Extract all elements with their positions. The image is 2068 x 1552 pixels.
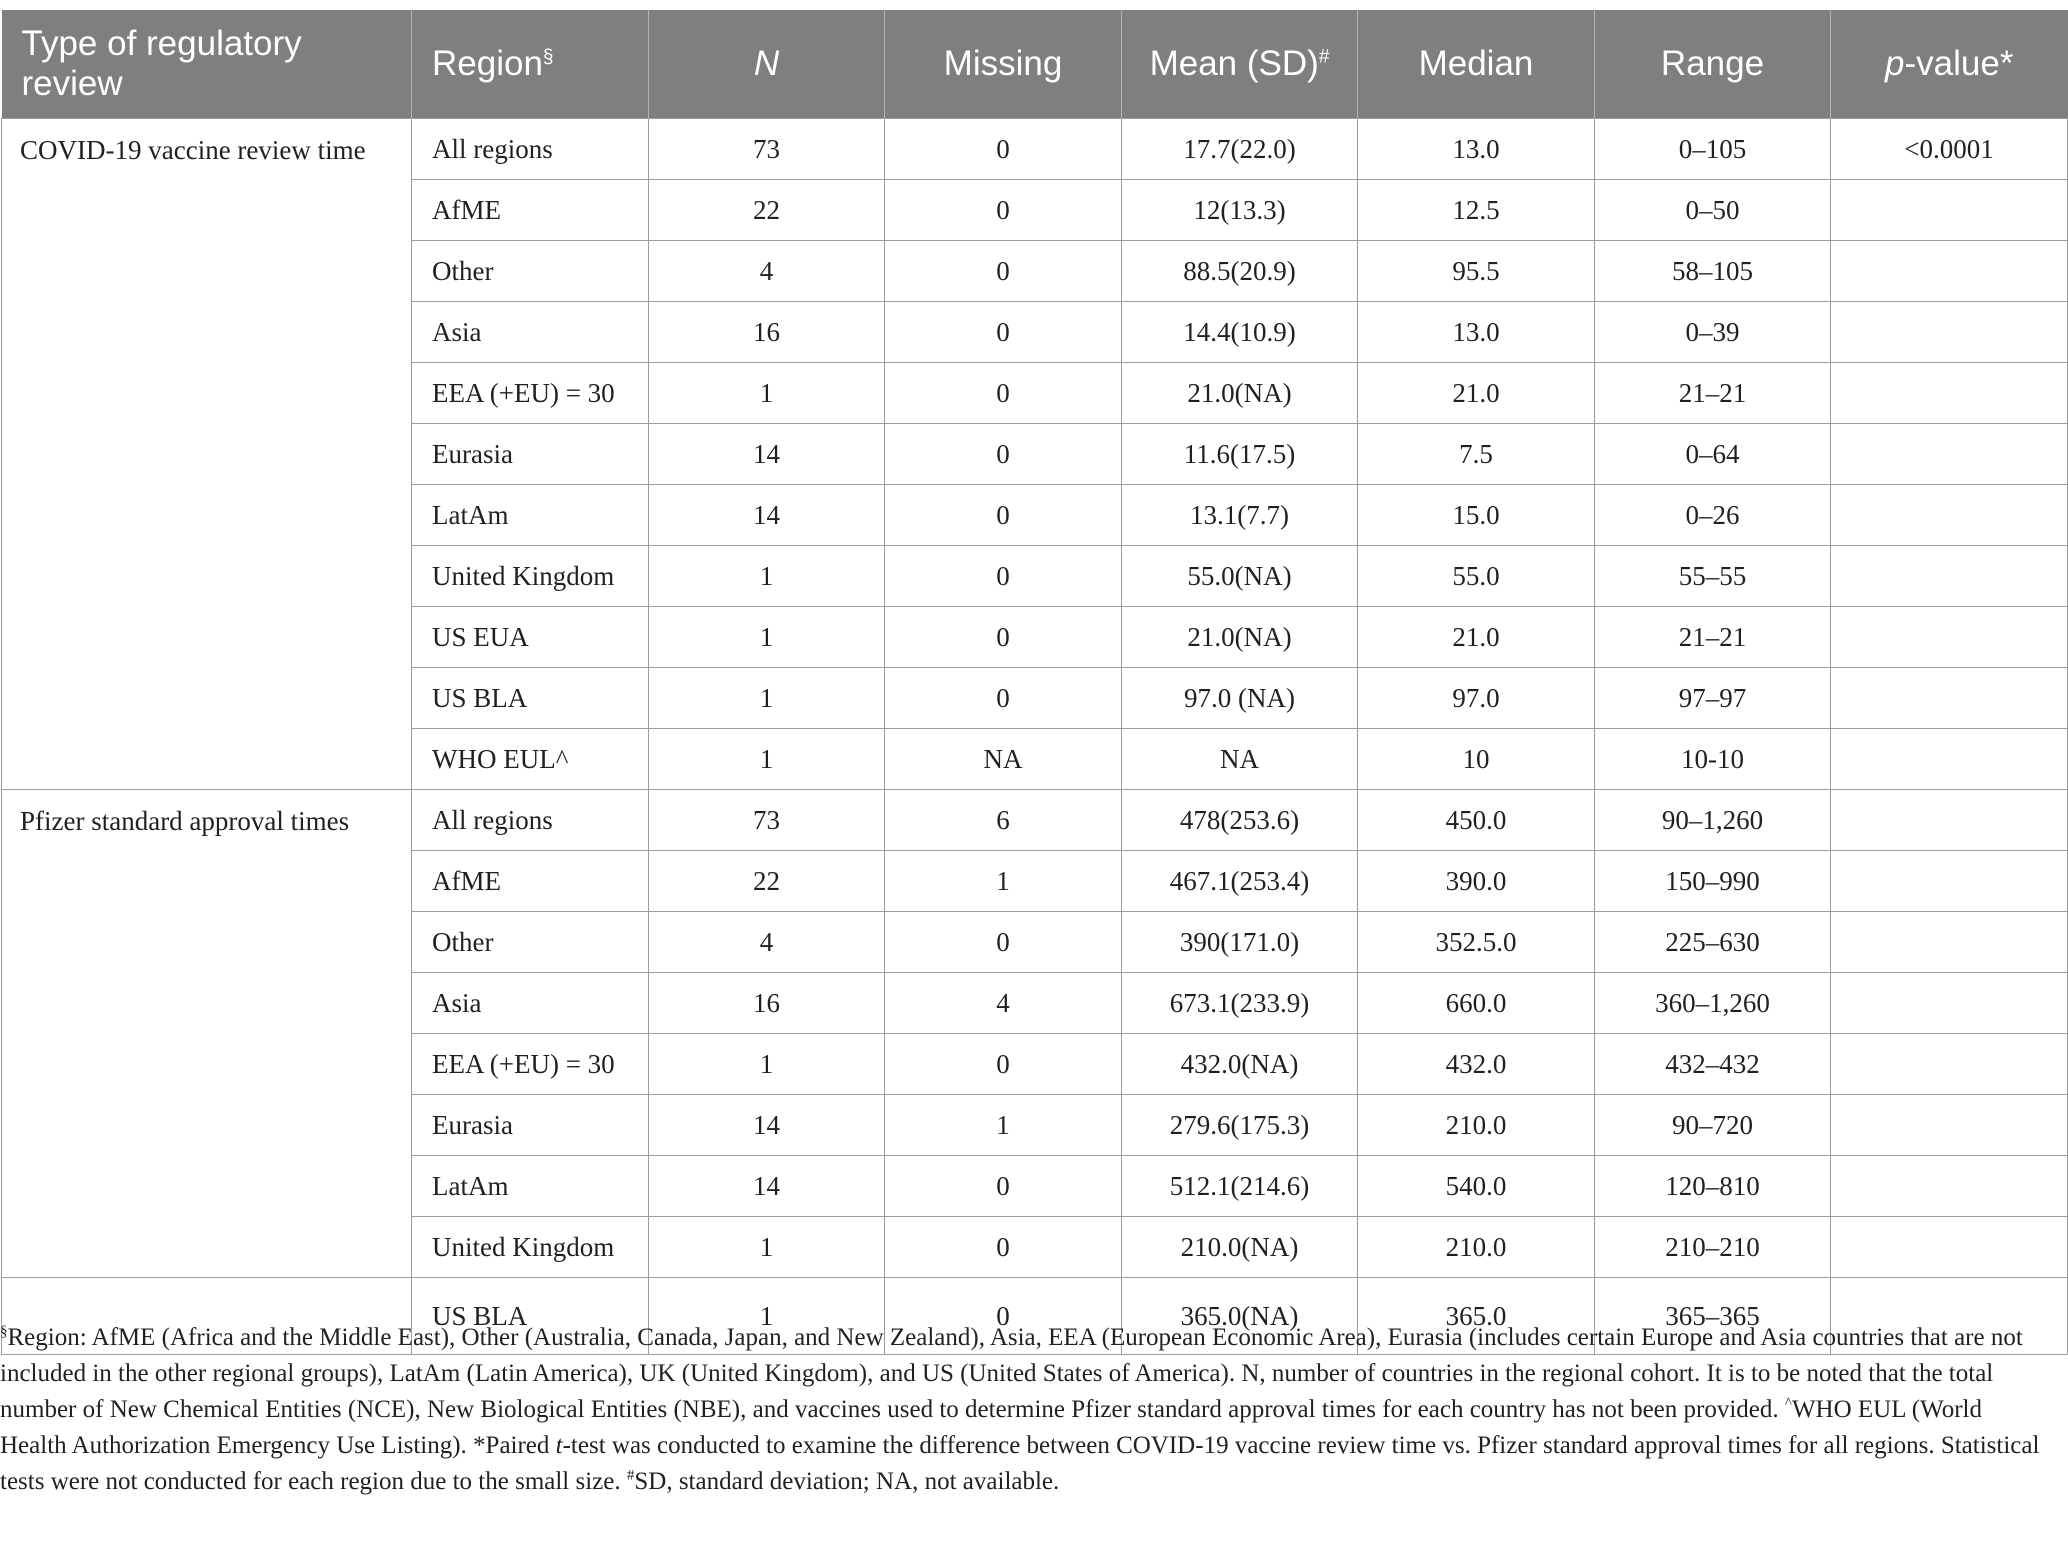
range-cell: 225–630 xyxy=(1595,912,1831,973)
footnote-sd-text: SD, standard deviation; NA, not available. xyxy=(634,1468,1060,1495)
mean-cell: 55.0(NA) xyxy=(1122,546,1358,607)
range-cell: 210–210 xyxy=(1595,1217,1831,1278)
region-cell: WHO EUL^ xyxy=(412,729,649,790)
header-median xyxy=(1358,10,1595,119)
region-cell: EEA (+EU) = 30 xyxy=(412,363,649,424)
range-cell: 120–810 xyxy=(1595,1156,1831,1217)
table-body xyxy=(2,119,2068,1355)
review-type-cell: Pfizer standard approval times xyxy=(2,790,412,1278)
range-cell: 55–55 xyxy=(1595,546,1831,607)
header-missing xyxy=(885,10,1122,119)
mean-cell: 14.4(10.9) xyxy=(1122,302,1358,363)
mean-cell: 12(13.3) xyxy=(1122,180,1358,241)
p-cell xyxy=(1831,912,2068,973)
median-cell: 432.0 xyxy=(1358,1034,1595,1095)
missing-cell: 0 xyxy=(885,363,1122,424)
header-mean-sd xyxy=(1122,10,1358,119)
range-cell: 90–1,260 xyxy=(1595,790,1831,851)
missing-cell: 0 xyxy=(885,1156,1122,1217)
mean-cell: 467.1(253.4) xyxy=(1122,851,1358,912)
missing-cell: 0 xyxy=(885,424,1122,485)
mean-cell: 365.0(NA) xyxy=(1122,1278,1358,1355)
median-cell: 660.0 xyxy=(1358,973,1595,1034)
p-cell: <0.0001 xyxy=(1831,119,2068,180)
header-n-label: N xyxy=(753,44,780,83)
region-cell: AfME xyxy=(412,180,649,241)
mean-cell: 478(253.6) xyxy=(1122,790,1358,851)
region-cell: AfME xyxy=(412,851,649,912)
missing-cell: NA xyxy=(885,729,1122,790)
table-footnote xyxy=(0,1320,2052,1500)
n-cell: 22 xyxy=(649,180,885,241)
p-cell xyxy=(1831,973,2068,1034)
missing-cell: 0 xyxy=(885,180,1122,241)
footnote-test-text: -test was conducted to examine the difference between COVID-19 vaccine review time vs. Pfizer standard approval times for all regions. Statistical tests were not conducted for each region due to the small size. xyxy=(0,1432,2040,1495)
median-cell: 55.0 xyxy=(1358,546,1595,607)
mean-cell: 88.5(20.9) xyxy=(1122,241,1358,302)
region-cell: Other xyxy=(412,912,649,973)
region-cell: Eurasia xyxy=(412,424,649,485)
region-cell: All regions xyxy=(412,790,649,851)
n-cell: 14 xyxy=(649,1095,885,1156)
missing-cell: 6 xyxy=(885,790,1122,851)
n-cell: 1 xyxy=(649,668,885,729)
range-cell: 21–21 xyxy=(1595,363,1831,424)
p-cell xyxy=(1831,180,2068,241)
n-cell: 14 xyxy=(649,424,885,485)
range-cell: 58–105 xyxy=(1595,241,1831,302)
missing-cell: 0 xyxy=(885,1278,1122,1355)
header-type-of-review xyxy=(2,10,412,119)
median-cell: 365.0 xyxy=(1358,1278,1595,1355)
n-cell: 16 xyxy=(649,302,885,363)
median-cell: 12.5 xyxy=(1358,180,1595,241)
missing-cell: 0 xyxy=(885,546,1122,607)
mean-cell: 210.0(NA) xyxy=(1122,1217,1358,1278)
range-cell: 150–990 xyxy=(1595,851,1831,912)
range-cell: 0–64 xyxy=(1595,424,1831,485)
n-cell: 1 xyxy=(649,546,885,607)
region-cell: US EUA xyxy=(412,607,649,668)
median-cell: 450.0 xyxy=(1358,790,1595,851)
mean-cell: 432.0(NA) xyxy=(1122,1034,1358,1095)
n-cell: 16 xyxy=(649,973,885,1034)
region-cell: All regions xyxy=(412,119,649,180)
missing-cell: 0 xyxy=(885,912,1122,973)
footnote-sd-mark: # xyxy=(626,1467,635,1484)
header-n xyxy=(649,10,885,119)
mean-cell: 17.7(22.0) xyxy=(1122,119,1358,180)
missing-cell: 0 xyxy=(885,668,1122,729)
header-region-label: Region xyxy=(432,44,543,83)
region-cell: US BLA xyxy=(412,668,649,729)
header-range xyxy=(1595,10,1831,119)
mean-cell: 390(171.0) xyxy=(1122,912,1358,973)
n-cell: 4 xyxy=(649,241,885,302)
missing-cell: 1 xyxy=(885,851,1122,912)
n-cell: 1 xyxy=(649,1217,885,1278)
p-cell xyxy=(1831,241,2068,302)
median-cell: 21.0 xyxy=(1358,607,1595,668)
mean-cell: 512.1(214.6) xyxy=(1122,1156,1358,1217)
missing-cell: 0 xyxy=(885,485,1122,546)
header-missing-label: Missing xyxy=(943,44,1063,83)
median-cell: 352.5.0 xyxy=(1358,912,1595,973)
p-cell xyxy=(1831,363,2068,424)
region-cell: LatAm xyxy=(412,1156,649,1217)
mean-cell: NA xyxy=(1122,729,1358,790)
p-cell xyxy=(1831,1156,2068,1217)
p-cell xyxy=(1831,485,2068,546)
region-cell: LatAm xyxy=(412,485,649,546)
p-cell xyxy=(1831,851,2068,912)
n-cell: 73 xyxy=(649,119,885,180)
median-cell: 97.0 xyxy=(1358,668,1595,729)
region-cell: Other xyxy=(412,241,649,302)
footnote-who-text: WHO EUL (World Health Authorization Emergency Use Listing). *Paired xyxy=(0,1396,1983,1459)
p-cell xyxy=(1831,1095,2068,1156)
review-times-table xyxy=(1,10,2068,1355)
median-cell: 13.0 xyxy=(1358,302,1595,363)
median-cell: 390.0 xyxy=(1358,851,1595,912)
median-cell: 21.0 xyxy=(1358,363,1595,424)
range-cell: 365–365 xyxy=(1595,1278,1831,1355)
median-cell: 10 xyxy=(1358,729,1595,790)
table-header xyxy=(2,10,2068,119)
mean-cell: 97.0 (NA) xyxy=(1122,668,1358,729)
mean-cell: 21.0(NA) xyxy=(1122,607,1358,668)
p-cell xyxy=(1831,424,2068,485)
missing-cell: 4 xyxy=(885,973,1122,1034)
n-cell: 1 xyxy=(649,1278,885,1355)
p-cell xyxy=(1831,607,2068,668)
region-cell: Eurasia xyxy=(412,1095,649,1156)
header-row xyxy=(2,10,2068,119)
review-type-cell: COVID-19 vaccine review time xyxy=(2,119,412,790)
header-mean-footnote-mark: # xyxy=(1318,46,1330,68)
header-mean-label: Mean (SD) xyxy=(1149,44,1319,83)
footnote-who-mark: ^ xyxy=(1784,1395,1792,1412)
p-cell xyxy=(1831,1034,2068,1095)
range-cell: 0–26 xyxy=(1595,485,1831,546)
median-cell: 95.5 xyxy=(1358,241,1595,302)
region-cell: United Kingdom xyxy=(412,546,649,607)
missing-cell: 0 xyxy=(885,302,1122,363)
region-cell: Asia xyxy=(412,302,649,363)
range-cell: 97–97 xyxy=(1595,668,1831,729)
n-cell: 73 xyxy=(649,790,885,851)
table-row xyxy=(2,790,2068,851)
missing-cell: 0 xyxy=(885,607,1122,668)
n-cell: 14 xyxy=(649,1156,885,1217)
header-range-label: Range xyxy=(1660,44,1765,83)
header-region xyxy=(412,10,649,119)
n-cell: 1 xyxy=(649,363,885,424)
header-region-footnote-mark: § xyxy=(542,46,554,68)
mean-cell: 279.6(175.3) xyxy=(1122,1095,1358,1156)
missing-cell: 0 xyxy=(885,119,1122,180)
header-p-italic: p xyxy=(1885,44,1905,83)
p-cell xyxy=(1831,668,2068,729)
region-cell: United Kingdom xyxy=(412,1217,649,1278)
footnote-t-italic: t xyxy=(555,1432,563,1459)
range-cell: 0–50 xyxy=(1595,180,1831,241)
region-cell: US BLA xyxy=(412,1278,649,1355)
n-cell: 4 xyxy=(649,912,885,973)
median-cell: 540.0 xyxy=(1358,1156,1595,1217)
footnote-region-mark: § xyxy=(0,1323,8,1340)
header-p-value xyxy=(1831,10,2068,119)
region-cell: EEA (+EU) = 30 xyxy=(412,1034,649,1095)
header-median-label: Median xyxy=(1418,44,1534,83)
median-cell: 210.0 xyxy=(1358,1095,1595,1156)
p-cell xyxy=(1831,1217,2068,1278)
n-cell: 14 xyxy=(649,485,885,546)
p-cell xyxy=(1831,790,2068,851)
n-cell: 1 xyxy=(649,1034,885,1095)
n-cell: 1 xyxy=(649,729,885,790)
missing-cell: 1 xyxy=(885,1095,1122,1156)
median-cell: 13.0 xyxy=(1358,119,1595,180)
mean-cell: 11.6(17.5) xyxy=(1122,424,1358,485)
range-cell: 21–21 xyxy=(1595,607,1831,668)
p-cell xyxy=(1831,302,2068,363)
header-type-label: Type of regulatory review xyxy=(21,24,302,103)
table-row xyxy=(2,119,2068,180)
header-p-label: -value* xyxy=(1904,44,2014,83)
mean-cell: 21.0(NA) xyxy=(1122,363,1358,424)
range-cell: 10-10 xyxy=(1595,729,1831,790)
n-cell: 22 xyxy=(649,851,885,912)
footnote-region-text: Region: AfME (Africa and the Middle East), Other (Australia, Canada, Japan, and New Zealand), Asia, EEA (European Economic Area), Eurasia (includes certain Europe and Asia countries that are not included in the other regional groups), LatAm (Latin America), UK (United Kingdom), and US (United States of America). N, number of countries in the regional cohort. It is to be noted that the total number of New Chemical Entities (NCE), New Biological Entities (NBE), and vaccines used to determine Pfizer standard approval times for each country has not been provided. xyxy=(0,1324,2023,1423)
mean-cell: 673.1(233.9) xyxy=(1122,973,1358,1034)
median-cell: 210.0 xyxy=(1358,1217,1595,1278)
missing-cell: 0 xyxy=(885,1034,1122,1095)
range-cell: 0–105 xyxy=(1595,119,1831,180)
missing-cell: 0 xyxy=(885,1217,1122,1278)
region-cell: Asia xyxy=(412,973,649,1034)
p-cell xyxy=(1831,729,2068,790)
p-cell xyxy=(1831,546,2068,607)
range-cell: 432–432 xyxy=(1595,1034,1831,1095)
median-cell: 7.5 xyxy=(1358,424,1595,485)
range-cell: 90–720 xyxy=(1595,1095,1831,1156)
mean-cell: 13.1(7.7) xyxy=(1122,485,1358,546)
missing-cell: 0 xyxy=(885,241,1122,302)
range-cell: 360–1,260 xyxy=(1595,973,1831,1034)
n-cell: 1 xyxy=(649,607,885,668)
range-cell: 0–39 xyxy=(1595,302,1831,363)
median-cell: 15.0 xyxy=(1358,485,1595,546)
